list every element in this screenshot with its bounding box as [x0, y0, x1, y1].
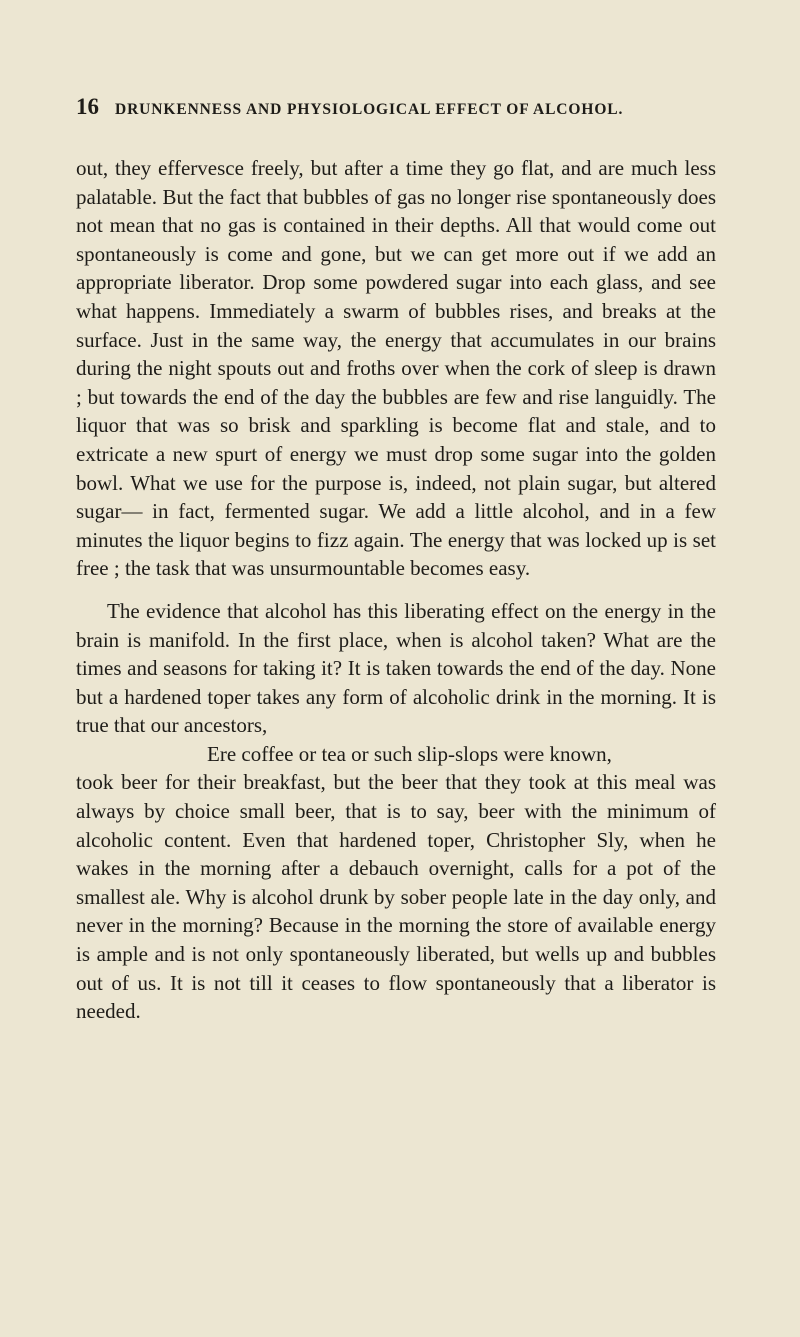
verse-quote: Ere coffee or tea or such slip-slops were known,: [207, 741, 612, 766]
running-title: DRUNKENNESS AND PHYSIOLOGICAL EFFECT OF ALCOHOL.: [115, 101, 624, 118]
page-header: [76, 94, 716, 120]
paragraph-continued: out, they effervesce freely, but after a time they go flat, and are much less palatable. But the fact that bubbles of gas no longer rise spontaneously does not mean that no gas is contained in their depths. All that would come out spontaneously is come and gone, but we can get more out if we add an appropriate liberator. Drop some powdered sugar into each glass, and see what happens. Immediately a swarm of bubbles rises, and breaks at the surface. Just in the same way, the energy that accumulates in our brains during the night spouts out and froths over when the cork of sleep is drawn ; but towards the end of the day the bubbles are few and rise languidly. The liquor that was so brisk and sparkling is become flat and stale, and to extricate a new spurt of energy we must drop some sugar into the golden bowl. What we use for the purpose is, indeed, not plain sugar, but altered sugar— in fact, fermented sugar. We add a little alcohol, and in a few minutes the liquor begins to fizz again. The energy that was locked up is set free ; the task that was unsurmountable becomes easy.: [76, 156, 716, 581]
page-number: 16: [76, 94, 99, 119]
paragraph-breakfast: took beer for their breakfast, but the beer that they took at this meal was always by choice small beer, that is to say, beer with the minimum of alcoholic content. Even that hardened toper, Christopher Sly, when he wakes in the morning after a debauch overnight, calls for a pot of the smallest ale. Why is alcohol drunk by sober people late in the day only, and never in the morning? Because in the morning the store of available energy is ample and is not only spontaneously liberated, but wells up and bubbles out of us. It is not till it ceases to flow spontaneously that a liberator is needed.: [76, 770, 716, 1024]
body-text: [76, 154, 716, 1026]
paragraph-evidence: The evidence that alcohol has this liberating effect on the energy in the brain is manifold. In the first place, when is alcohol taken? What are the times and seasons for taking it? It is taken towards the end of the day. None but a hardened toper takes any form of alcoholic drink in the morning. It is true that our ancestors,: [76, 598, 716, 738]
